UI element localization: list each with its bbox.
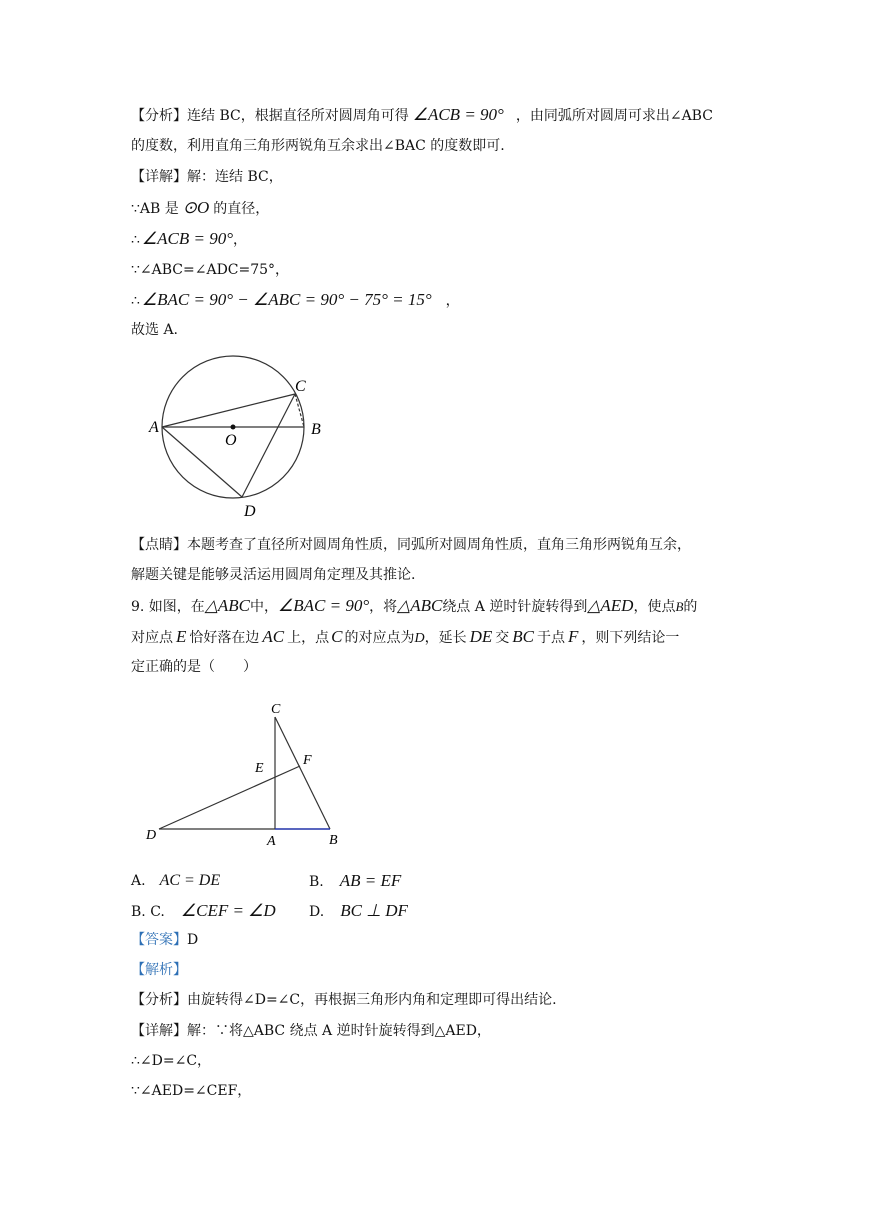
circle-o-symbol: ⊙O	[182, 198, 210, 217]
chord-cd	[242, 394, 295, 497]
option-d-formula: BC ⊥ DF	[340, 901, 408, 920]
option-a	[131, 871, 220, 891]
detail-line-4: ∵∠ABC=∠ADC=75°，	[131, 262, 290, 278]
q9-text: ，将	[369, 599, 398, 615]
answer-value: D	[187, 932, 199, 948]
explain-tag: 【解析】	[131, 962, 187, 978]
therefore-symbol: ∴	[131, 232, 140, 248]
point-b-symbol: B	[675, 599, 684, 614]
triangle-abc-symbol: △ABC	[397, 596, 443, 615]
q9-text: 交	[495, 630, 510, 646]
analysis-line-1	[131, 105, 713, 126]
detail-text: ，	[233, 232, 248, 248]
point-d-symbol: D	[414, 631, 425, 646]
option-c-formula: ∠CEF = ∠D	[180, 901, 276, 920]
angle-acb-formula: ∠ACB = 90°	[412, 105, 504, 124]
comment-line-2: 解题关键是能够灵活运用圆周角定理及其推论.	[131, 567, 416, 583]
q9-text: ，使点	[633, 599, 676, 615]
angle-acb-formula: ∠ACB = 90°	[141, 229, 234, 248]
detail2-line-1: 【详解】解：∵将△ABC 绕点 A 逆时针旋转得到△AED，	[131, 1023, 491, 1039]
detail-line-2	[131, 198, 269, 219]
detail-text: ，	[445, 293, 460, 309]
comment-line-1: 【点睛】本题考查了直径所对圆周角性质，同弧所对圆周角性质，直角三角形两锐角互余，	[131, 537, 691, 553]
label-c: C	[271, 702, 281, 717]
q9-text: 上，点	[287, 630, 330, 646]
detail-line-5	[131, 290, 460, 311]
q9-text: 的对应点为	[344, 630, 415, 646]
segment-de-symbol: DE	[469, 627, 493, 646]
detail2-line-2: ∴∠D=∠C，	[131, 1053, 212, 1069]
q9-text: 中，	[250, 599, 278, 615]
option-d	[309, 901, 408, 922]
angle-bac-formula: ∠BAC = 90°	[278, 596, 370, 615]
option-d-label: D.	[309, 904, 325, 920]
q9-text: ，则下列结论一	[581, 630, 680, 646]
q9-text: 对应点	[131, 630, 173, 646]
point-c-symbol: C	[331, 627, 343, 646]
analysis-line-2: 的度数，利用直角三角形两锐角互余求出∠BAC 的度数即可.	[131, 138, 505, 154]
label-b: B	[329, 833, 338, 848]
detail-text: ∵AB 是	[131, 201, 179, 217]
point-e-symbol: E	[176, 627, 187, 646]
choose-answer-text: 故选 A.	[131, 322, 179, 338]
analysis-text: 【分析】连结 BC，根据直径所对圆周角可得	[131, 108, 409, 124]
option-a-formula: AC = DE	[159, 872, 221, 889]
label-d: D	[244, 503, 256, 520]
q9-text: 的	[683, 599, 698, 615]
therefore-symbol: ∴	[131, 293, 140, 309]
q9-text: 9. 如图，在	[131, 599, 205, 615]
point-f-symbol: F	[568, 627, 579, 646]
label-a: A	[149, 419, 159, 436]
answer-line	[131, 930, 198, 950]
q9-text: 绕点 A 逆时针旋转得到	[442, 599, 588, 615]
detail2-line-3: ∵∠AED=∠CEF，	[131, 1083, 252, 1099]
q9-text: 于点	[537, 630, 565, 646]
circle-figure	[140, 352, 340, 528]
label-d: D	[146, 828, 157, 843]
detail-heading: 【详解】解：连结 BC，	[131, 169, 283, 185]
triangle-aed-symbol: △AED	[587, 596, 634, 615]
label-o: O	[225, 432, 237, 449]
option-a-label: A.	[131, 873, 146, 889]
label-f: F	[303, 753, 312, 768]
option-b-label: B.	[309, 874, 324, 890]
option-b	[309, 871, 401, 892]
q9-text: 恰好落在边	[189, 630, 260, 646]
detail-line-3	[131, 229, 247, 250]
chord-ac	[162, 394, 295, 427]
detail-text: 的直径，	[213, 201, 270, 217]
segment-df	[159, 766, 300, 829]
label-e: E	[255, 761, 264, 776]
option-c-label: B. C.	[131, 904, 165, 920]
question9-line-3: 定正确的是（ ）	[131, 659, 257, 675]
triangle-figure	[140, 695, 360, 855]
segment-ac-symbol: AC	[262, 627, 285, 646]
angle-bac-formula: ∠BAC = 90° − ∠ABC = 90° − 75° = 15°	[141, 290, 432, 309]
question9-line-1	[131, 596, 697, 617]
option-c	[131, 901, 276, 922]
label-b: B	[311, 421, 321, 438]
center-point	[231, 425, 236, 430]
segment-bc-symbol: BC	[512, 627, 534, 646]
answer-tag: 【答案】	[131, 932, 187, 948]
option-b-formula: AB = EF	[339, 871, 402, 890]
triangle-abc-symbol: △ABC	[204, 596, 250, 615]
analysis2-line: 【分析】由旋转得∠D=∠C，再根据三角形内角和定理即可得出结论.	[131, 992, 557, 1008]
analysis-text: ，由同弧所对圆周可求出∠ABC	[515, 108, 713, 124]
question9-line-2	[131, 627, 679, 649]
label-a: A	[267, 834, 276, 849]
q9-text: ，延长	[424, 630, 467, 646]
label-c: C	[295, 378, 306, 395]
